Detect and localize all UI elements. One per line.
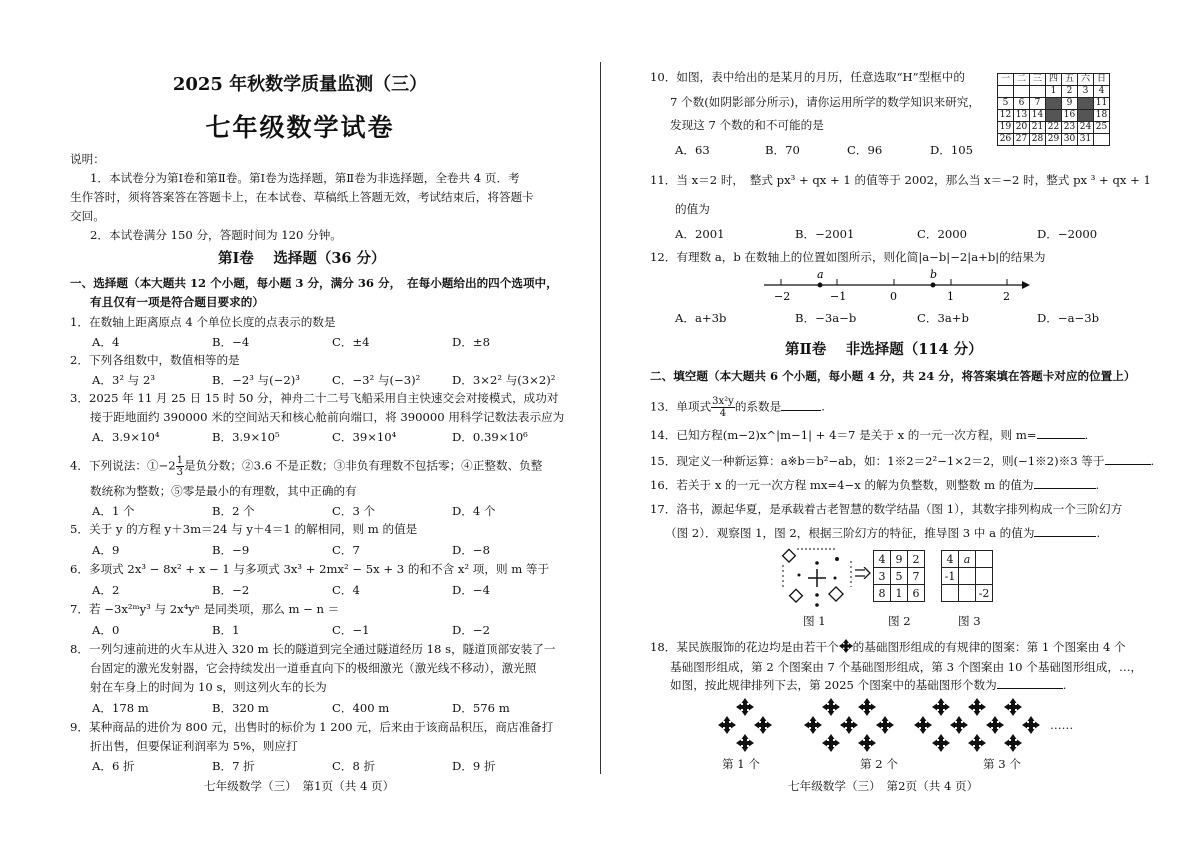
q16-text: 16．若关于 x 的一元一次方程 mx=4−x 的解为负整数，则整数 m 的值为 <box>650 478 1034 492</box>
q16-answer-blank <box>1034 478 1096 489</box>
q7-option-c: C．−1 <box>332 623 370 637</box>
q10-option-b: B．70 <box>765 143 800 157</box>
q9-option-d: D．9 折 <box>452 759 496 773</box>
section-1-title: 第Ⅰ卷 选择题（36 分） <box>218 250 386 267</box>
question-12: 12．有理数 a，b 在数轴上的位置如图所示，则化简|a−b|−2|a+b|的结果为 <box>650 250 1046 264</box>
figure-2-caption: 图 2 <box>888 614 911 628</box>
calendar-cell <box>1094 134 1110 146</box>
question-2: 2．下列各组数中，数值相等的是 <box>70 353 240 367</box>
question-14: 14．已知方程(m−2)x^|m−1| + 4＝7 是关于 x 的一元一次方程，则 m= . <box>650 428 1089 442</box>
q4-text-pre: 4．下列说法：①−2 <box>70 458 176 473</box>
calendar-cell-shaded <box>1078 110 1094 122</box>
calendar-head: 四 <box>1046 74 1062 86</box>
q17-answer-blank <box>1034 526 1096 537</box>
luoshu-diagram <box>777 545 857 611</box>
calendar-table <box>997 73 1110 146</box>
calendar-cell-shaded <box>1078 98 1094 110</box>
q2-option-a: A．3² 与 2³ <box>92 373 155 387</box>
tick-label: 1 <box>947 290 954 303</box>
grid-cell <box>976 551 993 568</box>
calendar-cell: 31 <box>1078 134 1094 146</box>
q2-option-c: C．−3² 与(−3)² <box>332 373 421 387</box>
q2-option-d: D．3×2² 与(3×2)² <box>452 373 556 387</box>
q4-fraction-num: 1 <box>176 455 183 466</box>
grid-cell <box>959 585 976 602</box>
calendar-cell <box>1030 86 1046 98</box>
tick-label: 0 <box>890 290 897 303</box>
q10-option-a: A．63 <box>675 143 710 157</box>
grid-cell: -1 <box>942 568 959 585</box>
arrow-icon <box>855 567 871 579</box>
q11-option-b: B．−2001 <box>795 227 855 241</box>
grid-cell: 1 <box>891 585 908 602</box>
question-15: 15．现定义一种新运算：a※b＝b²−ab，如：1※2＝2²−1×2＝2，则(−1※2)※3 等于 . <box>650 454 1155 468</box>
q1-option-d: D．±8 <box>452 335 490 349</box>
point-b <box>931 283 936 288</box>
question-5: 5．关于 y 的方程 y＋3m＝24 与 y＋4＝1 的解相同，则 m 的值是 <box>70 522 418 536</box>
page-2 <box>605 0 1200 847</box>
calendar-row <box>998 110 1110 122</box>
calendar-cell: 1 <box>1046 86 1062 98</box>
q14-answer-blank <box>1037 428 1085 439</box>
q7-option-d: D．−2 <box>452 623 490 637</box>
grid-cell <box>976 568 993 585</box>
question-8c: 射在车身上的时间为 10 s，则这列火车的长为 <box>90 680 327 694</box>
q13-fraction-num: 3x²y <box>712 396 734 407</box>
q6-option-b: B．−2 <box>212 583 250 597</box>
question-3b: 接于距地面约 390000 米的空间站天和核心舱前向端口，将 390000 用科学记数法表示应为 <box>90 410 565 424</box>
q3-option-c: C．39×10⁴ <box>332 430 397 444</box>
calendar-cell: 23 <box>1062 122 1078 134</box>
note-1b: 生作答时，须将答案答在答题卡上，在本试卷、草稿纸上答题无效，考试结束后，将答题卡 <box>70 190 534 204</box>
pattern-2 <box>804 698 894 752</box>
q17-text: （图 2）．观察图 1，图 2，根据三阶幻方的特征，推导图 3 中 a 的值为 <box>665 526 1035 540</box>
calendar-cell: 3 <box>1078 86 1094 98</box>
pattern-figures <box>705 695 1065 755</box>
q12-option-a: A．a+3b <box>675 311 727 325</box>
grid-cell: a <box>959 551 976 568</box>
grid-cell: 4 <box>942 551 959 568</box>
calendar-head: 三 <box>1030 74 1046 86</box>
grid-cell: 5 <box>891 568 908 585</box>
q10-option-c: C．96 <box>847 143 883 157</box>
figure-3-caption: 图 3 <box>958 614 981 628</box>
calendar-head: 一 <box>998 74 1014 86</box>
calendar-cell: 25 <box>1094 122 1110 134</box>
calendar-cell: 4 <box>1094 86 1110 98</box>
part-2-instruction: 二、填空题（本大题共 6 个小题，每小题 4 分，共 24 分，将答案填在答题卡对应的位置上） <box>650 369 1136 383</box>
calendar-header-row <box>998 74 1110 86</box>
question-11b: 的值为 <box>675 202 710 216</box>
q18-text-c: 如图，按此规律排列下去，第 2025 个图案中的基础图形个数为 <box>670 678 997 692</box>
question-18c: 如图，按此规律排列下去，第 2025 个图案中的基础图形个数为 . <box>670 678 1067 692</box>
q5-option-c: C．7 <box>332 543 360 557</box>
calendar-cell: 27 <box>1014 134 1030 146</box>
question-6: 6．多项式 2x³ − 8x² + x − 1 与多项式 3x³ + 2mx² − 5x + 3 的和不含 x² 项，则 m 等于 <box>70 562 550 576</box>
grid-cell: 4 <box>874 551 891 568</box>
part-1-instruction-b: 有且仅有一项是符合题目要求的） <box>90 295 264 309</box>
q3-option-d: D．0.39×10⁶ <box>452 430 528 444</box>
number-line-figure <box>760 268 1030 304</box>
pattern-ellipsis: …… <box>1050 718 1074 732</box>
q12-option-b: B．−3a−b <box>795 311 857 325</box>
figure-1-caption: 图 1 <box>803 614 826 628</box>
section-2-title: 第Ⅱ卷 非选择题（114 分） <box>785 341 983 358</box>
q18-answer-blank <box>997 678 1063 689</box>
q10-option-d: D．105 <box>930 143 974 157</box>
number-line-arrow <box>1022 281 1030 289</box>
q4-option-c: C．3 个 <box>332 504 376 518</box>
q3-option-b: B．3.9×10⁵ <box>212 430 280 444</box>
note-2: 2．本试卷满分 150 分，答题时间为 120 分钟。 <box>90 228 342 242</box>
label-a: a <box>817 268 824 281</box>
q9-option-b: B．7 折 <box>212 759 255 773</box>
calendar-cell: 30 <box>1062 134 1078 146</box>
q5-option-d: D．−8 <box>452 543 490 557</box>
grid-cell <box>942 585 959 602</box>
calendar-head: 六 <box>1078 74 1094 86</box>
point-a <box>818 283 823 288</box>
exam-title: 2025 年秋数学质量监测（三） <box>172 74 428 95</box>
pattern-1 <box>718 698 772 752</box>
q9-option-a: A．6 折 <box>92 759 135 773</box>
q6-option-a: A．2 <box>92 583 120 597</box>
calendar-cell: 22 <box>1046 122 1062 134</box>
pattern-1-caption: 第 1 个 <box>722 757 760 771</box>
question-10b: 7 个数(如阴影部分所示)，请你运用所学的数学知识来研究， <box>670 95 980 109</box>
calendar-row <box>998 134 1110 146</box>
q6-option-c: C．4 <box>332 583 360 597</box>
q13-text-pre: 13．单项式 <box>650 399 712 414</box>
calendar-cell-shaded <box>1046 98 1062 110</box>
calendar-cell: 24 <box>1078 122 1094 134</box>
grid-cell: 8 <box>874 585 891 602</box>
q2-option-b: B．−2³ 与(−2)³ <box>212 373 300 387</box>
magic-square-fig3 <box>941 550 993 602</box>
question-8b: 台固定的激光发射器，它会持续发出一道垂直向下的极细激光（激光线不移动），激光照 <box>90 661 537 675</box>
q8-option-b: B．320 m <box>212 701 269 715</box>
q11-option-a: A．2001 <box>675 227 725 241</box>
q9-option-c: C．8 折 <box>332 759 376 773</box>
calendar-cell: 2 <box>1062 86 1078 98</box>
calendar-cell: 21 <box>1030 122 1046 134</box>
calendar-cell: 6 <box>1014 98 1030 110</box>
calendar-cell-shaded <box>1046 110 1062 122</box>
q3-option-a: A．3.9×10⁴ <box>92 430 160 444</box>
q7-option-b: B．1 <box>212 623 240 637</box>
calendar-head: 日 <box>1094 74 1110 86</box>
question-4a <box>70 455 542 478</box>
question-1: 1．在数轴上距离原点 4 个单位长度的点表示的数是 <box>70 315 336 329</box>
calendar-row <box>998 98 1110 110</box>
calendar-cell: 7 <box>1030 98 1046 110</box>
grid-cell <box>959 568 976 585</box>
label-b: b <box>930 268 938 281</box>
page-divider <box>600 62 601 774</box>
part-1-instruction-a: 一、选择题（本大题共 12 个小题，每小题 3 分，满分 36 分， 在每小题给出的四个选项中， <box>70 276 558 290</box>
question-10a: 10．如图，表中给出的是某月的月历，任意选取“H”型框中的 <box>650 70 965 84</box>
q1-option-b: B．−4 <box>212 335 250 349</box>
calendar-cell: 16 <box>1062 110 1078 122</box>
calendar-cell <box>1014 86 1030 98</box>
page-2-footer: 七年级数学（三） 第2页（共 4 页） <box>788 779 979 793</box>
q18-text-pre: 18．某民族服饰的花边均是由若干个 <box>650 640 839 654</box>
page-1-footer: 七年级数学（三） 第1页（共 4 页） <box>204 779 395 793</box>
calendar-cell: 9 <box>1062 98 1078 110</box>
pattern-2-caption: 第 2 个 <box>860 757 898 771</box>
calendar-cell: 20 <box>1014 122 1030 134</box>
q4-text-post: 是负分数；②3.6 不是正数；③非负有理数不包括零；④正整数、负整 <box>184 458 543 473</box>
q14-text: 14．已知方程(m−2)x^|m−1| + 4＝7 是关于 x 的一元一次方程，则 m= <box>650 428 1037 442</box>
notes-heading: 说明： <box>70 152 105 166</box>
grid-cell: 9 <box>891 551 908 568</box>
q1-option-c: C．±4 <box>332 335 370 349</box>
calendar-head: 二 <box>1014 74 1030 86</box>
question-7: 7．若 −3x²ᵐy³ 与 2x⁴yⁿ 是同类项，那么 m − n ＝ <box>70 602 340 616</box>
grid-cell: 6 <box>908 585 925 602</box>
q12-option-d: D．−a−3b <box>1037 311 1100 325</box>
question-18b: 基础图形组成，第 2 个图案由 7 个基础图形组成，第 3 个图案由 10 个基础图形组成，…， <box>670 660 1143 674</box>
calendar-cell: 19 <box>998 122 1014 134</box>
question-17b: （图 2）．观察图 1，图 2，根据三阶幻方的特征，推导图 3 中 a 的值为 . <box>665 526 1101 540</box>
q15-answer-blank <box>1105 454 1151 465</box>
question-3a: 3．2025 年 11 月 25 日 15 时 50 分，神舟二十二号飞船采用自主快速交会对接模式，成功对 <box>70 391 559 405</box>
tick-label: −2 <box>774 290 791 303</box>
q12-option-c: C．3a+b <box>917 311 969 325</box>
q5-option-a: A．9 <box>92 543 120 557</box>
note-1c: 交回。 <box>70 209 105 223</box>
q4-option-a: A．1 个 <box>92 504 135 518</box>
q7-option-a: A．0 <box>92 623 120 637</box>
q8-option-a: A．178 m <box>92 701 149 715</box>
question-18a <box>650 639 1126 654</box>
calendar-cell: 12 <box>998 110 1014 122</box>
question-17a: 17．洛书，源起华夏，是承载着古老智慧的数学结晶（图 1），其数字排列构成一个三阶幻方 <box>650 502 1123 516</box>
pattern-3 <box>914 698 1040 752</box>
calendar-cell <box>998 86 1014 98</box>
q4-fraction-den: 3 <box>176 467 183 478</box>
calendar-cell: 13 <box>1014 110 1030 122</box>
question-4b: 数统称为整数；⑤零是最小的有理数，其中正确的有 <box>90 484 357 498</box>
note-1a: 1．本试卷分为第Ⅰ卷和第Ⅱ卷。第Ⅰ卷为选择题，第Ⅱ卷为非选择题，全卷共 4 页．考 <box>90 171 520 185</box>
q11-option-d: D．−2000 <box>1037 227 1098 241</box>
grid-cell: 3 <box>874 568 891 585</box>
calendar-cell: 11 <box>1094 98 1110 110</box>
question-11a: 11．当 x＝2 时， 整式 px³ + qx + 1 的值等于 2002，那么当 x＝−2 时，整式 px ³ + qx + 1 <box>650 173 1151 187</box>
question-8a: 8．一列匀速前进的火车从进入 320 m 长的隧道到完全通过隧道经历 18 s，隧道顶部安装了一 <box>70 642 556 656</box>
exam-subtitle: 七年级数学试卷 <box>205 113 395 142</box>
q15-text: 15．现定义一种新运算：a※b＝b²−ab，如：1※2＝2²−1×2＝2，则(−1※2)※3 等于 <box>650 454 1105 468</box>
magic-square-fig2 <box>873 550 925 602</box>
calendar-head: 五 <box>1062 74 1078 86</box>
question-10c: 发现这 7 个数的和不可能的是 <box>670 118 824 132</box>
question-9b: 折出售，但要保证利润率为 5%，则应打 <box>90 739 298 753</box>
q1-option-a: A．4 <box>92 335 120 349</box>
question-16: 16．若关于 x 的一元一次方程 mx=4−x 的解为负整数，则整数 m 的值为 . <box>650 478 1100 492</box>
q5-option-b: B．−9 <box>212 543 250 557</box>
calendar-cell: 18 <box>1094 110 1110 122</box>
q13-answer-blank <box>781 400 821 411</box>
pattern-3-caption: 第 3 个 <box>983 757 1021 771</box>
question-9a: 9．某种商品的进价为 800 元，出售时的标价为 1 200 元，后来由于该商品积压，商店准备打 <box>70 720 554 734</box>
q4-fraction <box>176 455 184 478</box>
q11-option-c: C．2000 <box>917 227 967 241</box>
question-13: 13．单项式 $\frac{\text{3x²y}}{4}$ 的系数是 . <box>650 396 825 419</box>
calendar-cell: 14 <box>1030 110 1046 122</box>
calendar-cell: 5 <box>998 98 1014 110</box>
q13-fraction <box>711 396 735 419</box>
calendar-cell: 28 <box>1030 134 1046 146</box>
calendar-row <box>998 122 1110 134</box>
q13-fraction-den: 4 <box>719 408 727 419</box>
grid-cell: 2 <box>908 551 925 568</box>
cross-flower-icon <box>839 639 853 653</box>
calendar-cell: 29 <box>1046 134 1062 146</box>
tick-label: 2 <box>1003 290 1010 303</box>
q8-option-d: D．576 m <box>452 701 510 715</box>
tick-label: −1 <box>830 290 847 303</box>
grid-cell: -2 <box>976 585 993 602</box>
q13-text-post: 的系数是 <box>734 399 782 414</box>
q4-option-b: B．2 个 <box>212 504 255 518</box>
calendar-cell: 26 <box>998 134 1014 146</box>
q8-option-c: C．400 m <box>332 701 390 715</box>
q18-text-post: 的基础图形组成的有规律的图案：第 1 个图案由 4 个 <box>852 640 1126 654</box>
calendar-row <box>998 86 1110 98</box>
grid-cell: 7 <box>908 568 925 585</box>
q6-option-d: D．−4 <box>452 583 490 597</box>
q4-option-d: D．4 个 <box>452 504 496 518</box>
